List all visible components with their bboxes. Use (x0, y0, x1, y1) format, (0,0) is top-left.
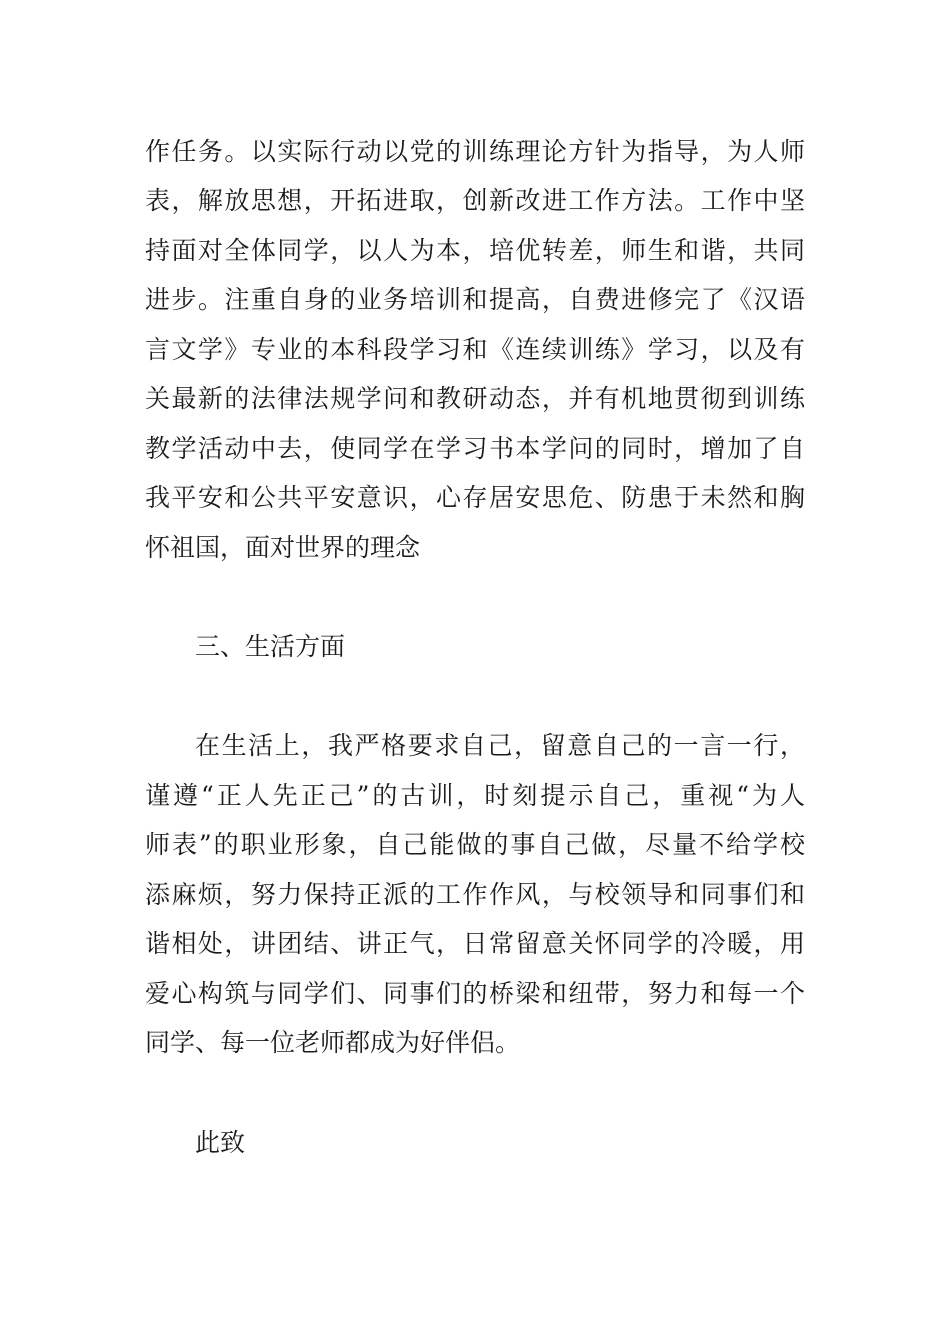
section-heading: 三、生活方面 (195, 632, 346, 661)
paragraph1-line-9: 怀祖国，面对世界的理念 (145, 533, 421, 562)
paragraph2-line-7: 同学、每一位老师都成为好伴侣。 (145, 1028, 521, 1057)
paragraph2-line-5: 谐相处，讲团结、讲正气，日常留意关怀同学的冷暖，用 (145, 929, 805, 958)
paragraph1-line-3: 持面对全体同学，以人为本，培优转差，师生和谐，共同 (145, 236, 805, 265)
paragraph2-line-6: 爱心构筑与同学们、同事们的桥梁和纽带，努力和每一个 (145, 979, 805, 1008)
paragraph1-line-4: 进步。注重自身的业务培训和提高，自费进修完了《汉语 (145, 285, 805, 314)
paragraph1-line-2: 表，解放思想，开拓进取，创新改进工作方法。工作中坚 (145, 186, 805, 215)
paragraph2-line-1: 在生活上，我严格要求自己，留意自己的一言一行， (195, 731, 805, 760)
paragraph1-line-1: 作任务。以实际行动以党的训练理论方针为指导，为人师 (145, 137, 805, 166)
closing-salutation: 此致 (195, 1128, 246, 1157)
paragraph2-line-2: 谨遵“正人先正己”的古训，时刻提示自己，重视“为人 (145, 781, 805, 810)
paragraph2-line-4: 添麻烦，努力保持正派的工作作风，与校领导和同事们和 (145, 880, 805, 909)
paragraph2-line-3: 师表”的职业形象，自己能做的事自己做，尽量不给学校 (145, 830, 805, 859)
paragraph1-line-7: 教学活动中去，使同学在学习书本学问的同时，增加了自 (145, 434, 805, 463)
paragraph1-line-6: 关最新的法律法规学问和教研动态，并有机地贯彻到训练 (145, 384, 805, 413)
paragraph1-line-8: 我平安和公共平安意识，心存居安思危、防患于未然和胸 (145, 483, 805, 512)
paragraph1-line-5: 言文学》专业的本科段学习和《连续训练》学习，以及有 (145, 335, 805, 364)
